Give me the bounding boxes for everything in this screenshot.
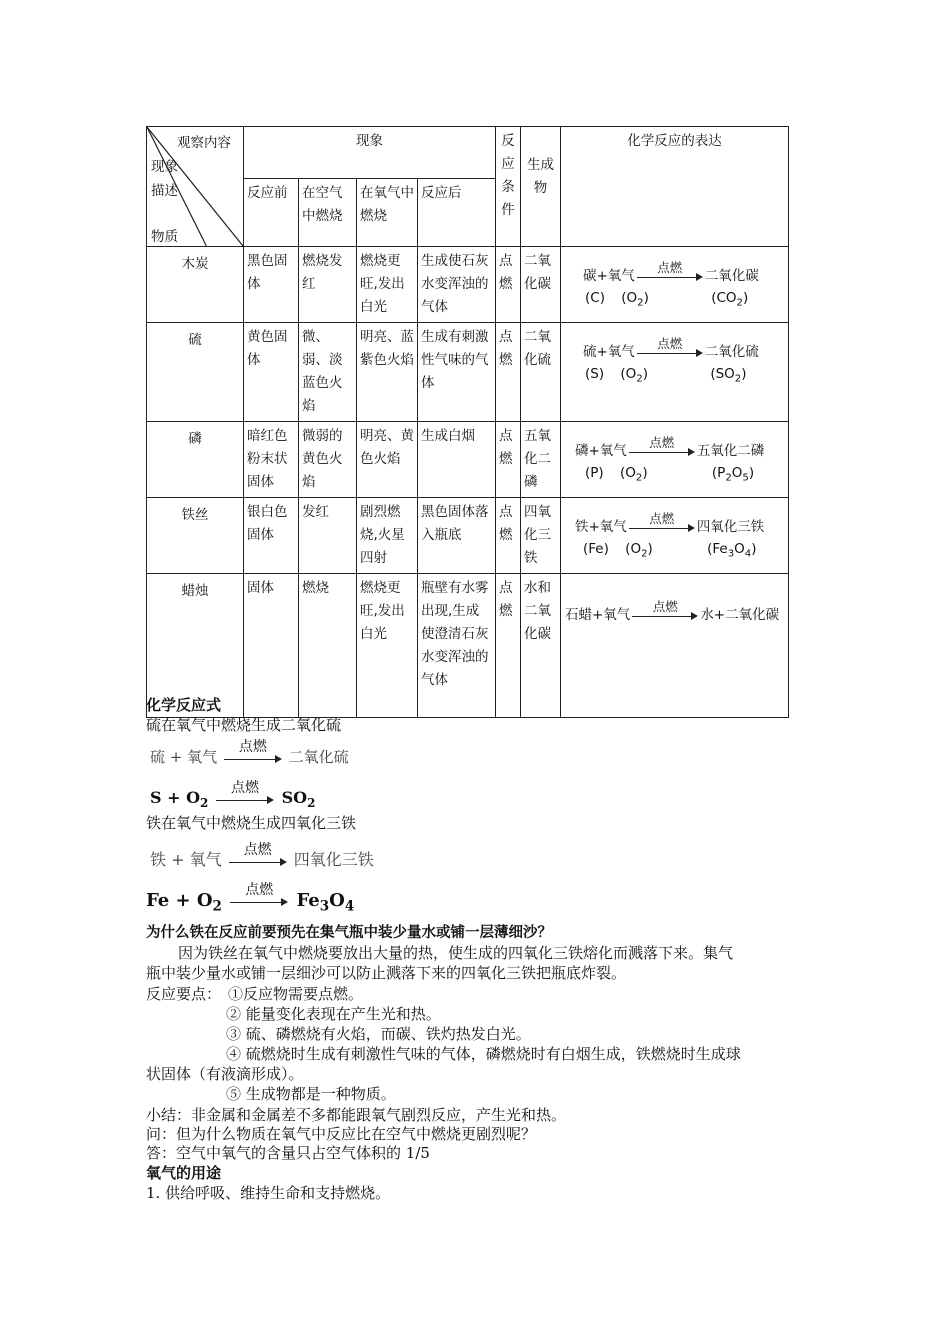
eq-right: 四氧化三铁: [293, 850, 374, 869]
before-cell: 银白色固体: [244, 498, 299, 574]
iron-word-equation: [150, 841, 374, 870]
observation-table: [146, 126, 789, 718]
reply: 答：空气中氧气的含量只占空气体积的 1/5: [146, 1144, 430, 1162]
eq-left: $Fe + O_2$: [146, 890, 222, 915]
table-row: [147, 498, 789, 574]
substance-cell: 蜡烛: [147, 574, 244, 718]
product-cell: 二氧化硫: [521, 323, 561, 422]
before-cell: 黑色固体: [244, 247, 299, 323]
substance-cell: 硫: [147, 323, 244, 422]
substance-cell: 铁丝: [147, 498, 244, 574]
heading-reactions: 化学反应式: [146, 696, 222, 714]
equation-left: 石蜡+氧气: [565, 607, 631, 623]
in-oxygen-cell: 剧烈燃烧,火星四射: [357, 498, 418, 574]
condition-cell: 点燃: [496, 422, 521, 498]
arrow-condition: 点燃: [238, 739, 267, 755]
equation-left: 碳+氧气: [583, 268, 635, 284]
before-cell: 暗红色粉末状固体: [244, 422, 299, 498]
condition-cell: 点燃: [496, 574, 521, 718]
equation-left: 硫+氧气: [583, 344, 635, 360]
corner-label-observe: 观察内容: [177, 135, 231, 151]
arrow-condition: 点燃: [657, 336, 683, 351]
after-cell: 瓶壁有水雾出现,生成使澄清石灰水变浑浊的气体: [418, 574, 496, 718]
before-cell: 固体: [244, 574, 299, 718]
point-1: ①反应物需要点燃。: [228, 985, 364, 1003]
use-1: 1. 供给呼吸、维持生命和支持燃烧。: [146, 1184, 391, 1202]
sulfur-title: 硫在氧气中燃烧生成二氧化硫: [146, 716, 342, 734]
formula-1: (C): [585, 290, 605, 306]
in-air-cell: 燃烧: [299, 574, 357, 718]
product-cell: 水和二氧化碳: [521, 574, 561, 718]
eq-right: 二氧化硫: [288, 748, 349, 766]
answer-line-1: 因为铁丝在氧气中燃烧要放出大量的热，使生成的四氧化三铁熔化而溅落下来。集气: [178, 944, 734, 962]
eq-left: 硫 + 氧气: [150, 748, 218, 766]
header-in-air: 在空气中燃烧: [299, 179, 357, 247]
corner-header-cell: [147, 127, 244, 247]
iron-title: 铁在氧气中燃烧生成四氧化三铁: [146, 814, 357, 832]
formula-3: $(SO_2)$: [710, 366, 747, 385]
arrow-condition: 点燃: [652, 599, 678, 614]
substance-cell: 磷: [147, 422, 244, 498]
sulfur-formula-equation: [150, 779, 316, 811]
ask: 问：但为什么物质在氧气中反应比在空气中燃烧更剧烈呢？: [146, 1125, 537, 1143]
condition-cell: 点燃: [496, 498, 521, 574]
sulfur-word-equation: [150, 739, 349, 767]
equation-right: 二氧化硫: [704, 344, 759, 360]
equation-cell: [561, 247, 789, 323]
point-4-line-2: 状固体（有液滴形成）。: [146, 1065, 304, 1083]
after-cell: 黑色固体落入瓶底: [418, 498, 496, 574]
table-row: [147, 323, 789, 422]
header-product: 生成物: [521, 127, 561, 247]
equation-right: 二氧化碳: [704, 268, 759, 284]
header-after: 反应后: [418, 179, 496, 247]
eq-left: 铁 + 氧气: [150, 850, 222, 869]
arrow-condition: 点燃: [649, 511, 675, 526]
table-row: [147, 574, 789, 718]
equation-left: 铁+氧气: [575, 519, 627, 535]
eq-right: $Fe_3O_4$: [296, 890, 355, 915]
corner-label-substance: 物质: [151, 229, 178, 245]
product-cell: 二氧化碳: [521, 247, 561, 323]
answer-line-2: 瓶中装少量水或铺一层细沙可以防止溅落下来的四氧化三铁把瓶底炸裂。: [146, 964, 627, 982]
reaction-arrow-icon: [637, 260, 703, 283]
arrow-condition: 点燃: [230, 779, 259, 796]
reaction-arrow-icon: [637, 336, 703, 359]
equation-right: 水+二氧化碳: [700, 607, 780, 623]
in-oxygen-cell: 燃烧更旺,发出白光: [357, 574, 418, 718]
question-heading: 为什么铁在反应前要预先在集气瓶中装少量水或铺一层薄细沙？: [146, 925, 552, 941]
in-oxygen-cell: 明亮、黄色火焰: [357, 422, 418, 498]
equation-left: 磷+氧气: [575, 443, 627, 459]
formula-1: (S): [585, 366, 605, 382]
point-5: ⑤ 生成物都是一种物质。: [226, 1085, 396, 1103]
in-air-cell: 发红: [299, 498, 357, 574]
arrow-condition: 点燃: [657, 260, 683, 275]
equation-cell: [561, 574, 789, 718]
equation-right: 四氧化三铁: [696, 519, 765, 535]
eq-right: $SO_2$: [281, 788, 316, 811]
points-label: 反应要点：: [146, 985, 222, 1003]
reaction-arrow-icon: [216, 779, 274, 806]
condition-cell: 点燃: [496, 247, 521, 323]
in-air-cell: 微弱的黄色火焰: [299, 422, 357, 498]
after-cell: 生成使石灰水变浑浊的气体: [418, 247, 496, 323]
product-cell: 五氧化二磷: [521, 422, 561, 498]
reaction-arrow-icon: [224, 739, 282, 765]
header-in-oxygen: 在氧气中燃烧: [357, 179, 418, 247]
reaction-arrow-icon: [632, 599, 698, 622]
formula-2: $(O_2)$: [625, 541, 653, 560]
formula-3: $(Fe_3O_4)$: [707, 541, 757, 560]
eq-left: $S + O_2$: [150, 788, 209, 811]
formula-2: $(O_2)$: [620, 366, 649, 385]
in-air-cell: 燃烧发红: [299, 247, 357, 323]
corner-label-phenomenon: 现象: [151, 159, 178, 175]
point-4-line-1: ④ 硫燃烧时生成有刺激性气味的气体，磷燃烧时有白烟生成，铁燃烧时生成球: [226, 1045, 741, 1063]
table-row: [147, 422, 789, 498]
point-2: ② 能量变化表现在产生光和热。: [226, 1005, 441, 1023]
formula-2: $(O_2)$: [621, 290, 649, 309]
reaction-arrow-icon: [230, 882, 288, 908]
in-oxygen-cell: 明亮、蓝紫色火焰: [357, 323, 418, 422]
formula-1: (P): [585, 465, 604, 481]
in-air-cell: 微、弱、淡蓝色火焰: [299, 323, 357, 422]
corner-label-describe: 描述: [151, 183, 178, 199]
equation-cell: [561, 498, 789, 574]
formula-1: (Fe): [583, 541, 609, 557]
reaction-arrow-icon: [629, 435, 695, 458]
formula-2: $(O_2)$: [619, 465, 648, 484]
heading-uses: 氧气的用途: [146, 1164, 222, 1182]
header-expression: 化学反应的表达: [561, 127, 789, 247]
equation-right: 五氧化二磷: [696, 443, 765, 459]
iron-formula-equation: [146, 882, 355, 915]
equation-cell: [561, 323, 789, 422]
header-before: 反应前: [244, 179, 299, 247]
table-row: [147, 247, 789, 323]
header-condition: 反应条件: [496, 127, 521, 247]
substance-cell: 木炭: [147, 247, 244, 323]
summary: 小结：非金属和金属差不多都能跟氧气剧烈反应，产生光和热。: [146, 1106, 567, 1124]
reaction-arrow-icon: [229, 841, 287, 868]
arrow-condition: 点燃: [245, 882, 274, 898]
header-phenomenon: 现象: [244, 127, 496, 179]
point-3: ③ 硫、磷燃烧有火焰，而碳、铁灼热发白光。: [226, 1025, 531, 1043]
after-cell: 生成有刺激性气味的气体: [418, 323, 496, 422]
arrow-condition: 点燃: [649, 435, 675, 450]
condition-cell: 点燃: [496, 323, 521, 422]
formula-3: $(CO_2)$: [711, 290, 749, 309]
reaction-arrow-icon: [629, 511, 695, 534]
arrow-condition: 点燃: [243, 841, 272, 858]
before-cell: 黄色固体: [244, 323, 299, 422]
product-cell: 四氧化三铁: [521, 498, 561, 574]
in-oxygen-cell: 燃烧更旺,发出白光: [357, 247, 418, 323]
after-cell: 生成白烟: [418, 422, 496, 498]
equation-cell: [561, 422, 789, 498]
formula-3: $(P_2O_5)$: [711, 465, 755, 484]
